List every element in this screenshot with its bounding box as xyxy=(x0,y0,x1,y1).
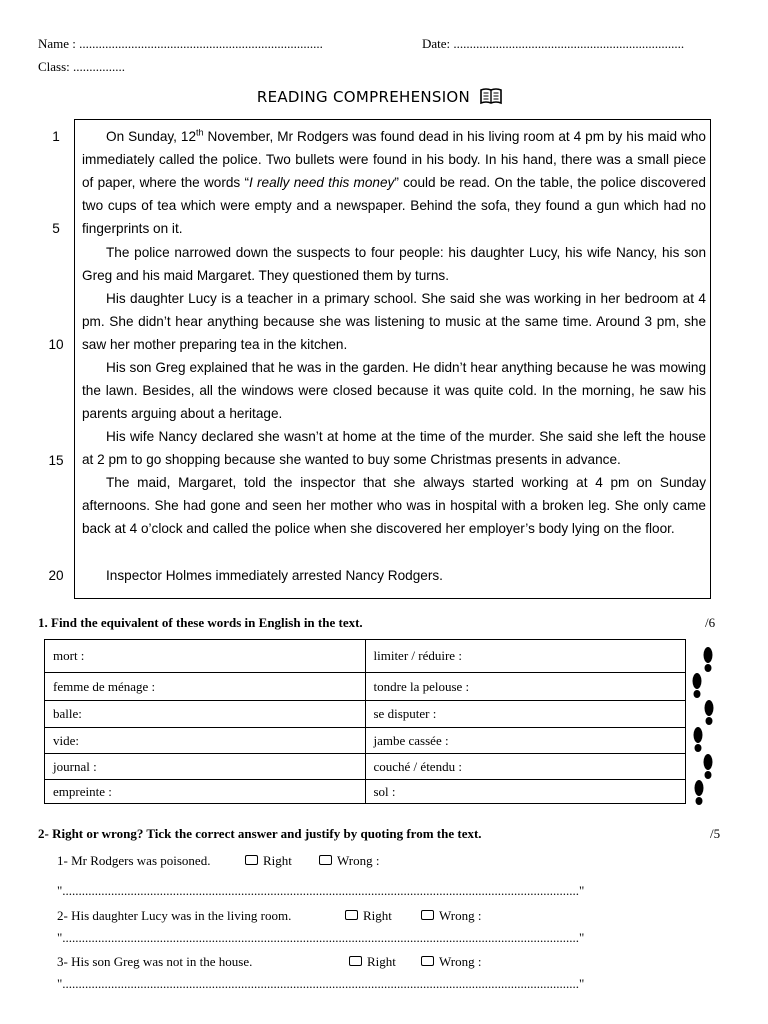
line-number: 15 xyxy=(48,453,64,468)
table-cell[interactable]: empreinte : xyxy=(45,780,366,804)
checkbox-icon[interactable] xyxy=(345,910,358,920)
footprints-icon xyxy=(688,645,722,810)
right-option-3[interactable]: Right xyxy=(349,954,396,970)
table-row xyxy=(45,754,686,780)
table-cell[interactable]: mort : xyxy=(45,640,366,673)
table-row xyxy=(45,780,686,804)
justify-line-3[interactable]: "..............................................................................................................................................................." xyxy=(57,976,585,991)
paragraph-arrest: Inspector Holmes immediately arrested Nancy Rodgers. xyxy=(106,568,443,583)
open-book-icon xyxy=(479,87,503,105)
table-cell[interactable]: jambe cassée : xyxy=(365,728,686,754)
q1-heading: 1. Find the equivalent of these words in English in the text. xyxy=(38,615,363,630)
table-cell[interactable]: se disputer : xyxy=(365,701,686,728)
paragraph-margaret: The maid, Margaret, told the inspector that she always started working at 4 pm on Sunday afternoons. She had gone and seen her mother who was in hospital with a broken leg. She only came back at 4 o’clock and called the police when she discovered her employer’s body lying on the floor. xyxy=(82,475,706,536)
justify-line-1[interactable]: "..............................................................................................................................................................." xyxy=(57,883,585,898)
justify-line-2[interactable]: "..............................................................................................................................................................." xyxy=(57,930,585,945)
checkbox-icon[interactable] xyxy=(421,910,434,920)
table-cell[interactable]: tondre la pelouse : xyxy=(365,673,686,701)
table-cell[interactable]: vide: xyxy=(45,728,366,754)
line-number: 5 xyxy=(52,221,60,236)
paragraph-suspects: The police narrowed down the suspects to four people: his daughter Lucy, his wife Nancy, his son Greg and his maid Margaret. They questioned them by turns. xyxy=(82,245,706,283)
wrong-option-1[interactable]: Wrong : xyxy=(319,853,379,869)
statement-1: 1- Mr Rodgers was poisoned. xyxy=(57,853,211,868)
right-option-1[interactable]: Right xyxy=(245,853,292,869)
vocabulary-table xyxy=(44,639,686,804)
paragraph-greg: His son Greg explained that he was in the garden. He didn’t hear anything because he was mowing the lawn. Besides, all the windows were closed because it was quite cold. In the morning, he saw his parents arguing about a heritage. xyxy=(82,360,706,421)
paragraph-discovery: On Sunday, 12th November, Mr Rodgers was found dead in his living room at 4 pm by his maid who immediately called the police. Two bullets were found in his body. In his hand, there was a small piece of paper, where the words “I really need this money” could be read. On the table, the police discovered two cups of tea which were empty and a newspaper. Behind the sofa, they found a gun which had no fingerprints on it. xyxy=(82,127,706,236)
table-cell[interactable]: couché / étendu : xyxy=(365,754,686,780)
checkbox-icon[interactable] xyxy=(319,855,332,865)
table-row xyxy=(45,673,686,701)
q1-score: /6 xyxy=(705,615,716,630)
line-number: 1 xyxy=(52,129,60,144)
wrong-option-2[interactable]: Wrong : xyxy=(421,908,481,924)
table-cell[interactable]: journal : xyxy=(45,754,366,780)
page-title xyxy=(0,87,760,106)
q2-score: /5 xyxy=(710,826,721,841)
table-row xyxy=(45,640,686,673)
q2-heading: 2- Right or wrong? Tick the correct answer and justify by quoting from the text. xyxy=(38,826,482,841)
paragraph-nancy: His wife Nancy declared she wasn’t at home at the time of the murder. She said she left the house at 2 pm to go shopping because she wanted to buy some Christmas presents in advance. xyxy=(82,429,706,467)
checkbox-icon[interactable] xyxy=(421,956,434,966)
name-field[interactable]: Name : ........................................................................... xyxy=(38,36,323,51)
checkbox-icon[interactable] xyxy=(349,956,362,966)
line-number: 20 xyxy=(48,568,64,583)
statement-3: 3- His son Greg was not in the house. xyxy=(57,954,253,969)
date-field[interactable]: Date: ....................................................................... xyxy=(422,36,685,51)
table-row xyxy=(45,701,686,728)
checkbox-icon[interactable] xyxy=(245,855,258,865)
right-option-2[interactable]: Right xyxy=(345,908,392,924)
table-row xyxy=(45,728,686,754)
line-number: 10 xyxy=(48,337,64,352)
title-text: READING COMPREHENSION xyxy=(256,88,471,106)
wrong-option-3[interactable]: Wrong : xyxy=(421,954,481,970)
table-cell[interactable]: limiter / réduire : xyxy=(365,640,686,673)
class-field[interactable]: Class: ................ xyxy=(38,59,126,74)
table-cell[interactable]: balle: xyxy=(45,701,366,728)
table-cell[interactable]: femme de ménage : xyxy=(45,673,366,701)
statement-2: 2- His daughter Lucy was in the living room. xyxy=(57,908,292,923)
table-cell[interactable]: sol : xyxy=(365,780,686,804)
paragraph-lucy: His daughter Lucy is a teacher in a primary school. She said she was working in her bedroom at 4 pm. She didn’t hear anything because she was listening to music at the same time. Around 3 pm, she saw her mother preparing tea in the kitchen. xyxy=(82,291,706,352)
